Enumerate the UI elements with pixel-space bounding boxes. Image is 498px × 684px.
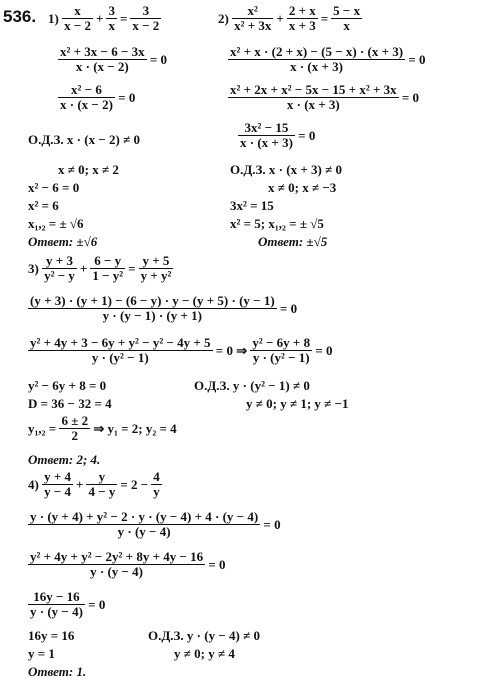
p1-label: 1)	[48, 11, 59, 26]
p1-roots: x₁,₂ = ± √6	[28, 216, 84, 231]
p1-odz: О.Д.З. x · (x − 2) ≠ 0	[28, 132, 140, 147]
p4-line2: y = 1	[28, 646, 55, 661]
p3-fraction: $\frac{6 - y}{\text{1 − y²}}$	[92, 253, 124, 283]
p3-equation	[28, 254, 173, 283]
problem-number: 536.	[3, 7, 37, 26]
p1-equation	[48, 4, 161, 33]
p3-step2: $\frac{\text{y² + 4y + 3 − 6y + y² − y² − 4y + 5}}{\text{y · (y² − 1)}}$ = 0 ⇒ $\frac{\text{y² − 6y + 8}}{\text{y · (y² − 1)}}$ = 0	[30, 335, 333, 365]
p4-fraction: $\frac{y}{4 - y}$	[88, 469, 116, 499]
p2-answer: Ответ: ±√5	[258, 234, 328, 249]
p1-condition: x ≠ 0; x ≠ 2	[58, 162, 119, 177]
p1-step2: $\frac{\text{x² − 6}}{x \cdot (x - 2)}$ = 0	[60, 82, 136, 112]
p2-fraction: $\frac{5 - x}{x}$	[333, 3, 361, 33]
p4-operator: +	[76, 477, 84, 492]
p2-operator: =	[320, 11, 329, 26]
p4-equation	[28, 470, 162, 499]
p2-step1: $\frac{\text{x² + x · (2 + x) − (5 − x) · (x + 3)}}{x \cdot (x + 3)}$ = 0	[230, 44, 426, 74]
p1-fraction: $\frac{3}{x - 2}$	[132, 3, 160, 33]
p2-fraction: $\frac{2 + x}{x + 3}$	[288, 3, 316, 33]
p2-condition: x ≠ 0; x ≠ −3	[268, 180, 337, 195]
p4-eq-body	[42, 469, 162, 499]
p3-answer: Ответ: 2; 4.	[28, 452, 101, 467]
p2-eq-body	[232, 3, 362, 33]
p4-odz: О.Д.З. y · (y − 4) ≠ 0	[148, 628, 260, 643]
p2-label: 2)	[218, 11, 229, 26]
p2-line2: x² = 5; x₁,₂ = ± √5	[230, 216, 324, 231]
p2-step2: $\frac{\text{x² + 2x + x² − 5x − 15 + x² + 3x}}{x \cdot (x + 3)}$ = 0	[230, 82, 420, 112]
p1-answer: Ответ: ±√6	[28, 234, 98, 249]
p3-fraction: $\frac{y + 5}{\text{y + y²}}$	[140, 253, 172, 283]
p3-step1: $\frac{(y + 3) \cdot (y + 1) - (6 - y) \cdot y - (y + 5) \cdot (y - 1)}{y \cdot (y - 1) \cdot (y + 1)}$ = 0	[30, 293, 298, 323]
p4-step2: $\frac{\text{y² + 4y + y² − 2y² + 8y + 4y − 16}}{y \cdot (y - 4)}$ = 0	[30, 549, 226, 579]
p2-fraction: $\frac{\text{x²}}{\text{x² + 3x}}$	[234, 3, 272, 33]
p1-operator: +	[96, 11, 104, 26]
p1-step1: $\frac{\text{x² + 3x − 6 − 3x}}{x \cdot (x - 2)}$ = 0	[60, 44, 168, 74]
p1-fraction: $\frac{x}{x - 2}$	[64, 3, 92, 33]
p1-line1: x² − 6 = 0	[28, 180, 80, 195]
p2-step3: $\frac{\text{3x² − 15}}{x \cdot (x + 3)}$ = 0	[240, 120, 316, 150]
p4-fraction: $\frac{y + 4}{y - 4}$	[44, 469, 72, 499]
p1-fraction: $\frac{3}{x}$	[108, 3, 115, 33]
p1-operator: =	[119, 11, 128, 26]
p3-label: 3)	[28, 261, 39, 276]
p4-label: 4)	[28, 477, 39, 492]
p3-odz: О.Д.З. y · (y² − 1) ≠ 0	[194, 378, 310, 393]
p3-condition: y ≠ 0; y ≠ 1; y ≠ −1	[246, 396, 349, 411]
p4-step3: $\frac{16y - 16}{y \cdot (y - 4)}$ = 0	[30, 589, 106, 619]
p3-operator: =	[128, 261, 136, 276]
p4-step1: $\frac{\text{y · (y + 4) + y² − 2 · y · (y − 4) + 4 · (y − 4)}}{y \cdot (y - 4)}$ = 0	[30, 509, 281, 539]
p4-answer: Ответ: 1.	[28, 664, 87, 679]
p4-condition: y ≠ 0; y ≠ 4	[174, 646, 235, 661]
p2-line1: 3x² = 15	[230, 198, 274, 213]
p3-roots: y₁,₂ = $\frac{6 \pm 2}{2}$ ⇒ y₁ = 2; y₂ = 4	[28, 413, 177, 443]
p3-discriminant: D = 36 − 32 = 4	[28, 396, 112, 411]
p2-equation	[218, 4, 362, 33]
p3-line1: y² − 6y + 8 = 0	[28, 378, 107, 393]
p4-line1: 16y = 16	[28, 628, 75, 643]
p4-operator: = 2 −	[120, 477, 149, 492]
p4-fraction: $\frac{4}{y}$	[153, 469, 160, 499]
p3-eq-body	[42, 253, 173, 283]
p1-line2: x² = 6	[28, 198, 59, 213]
p1-eq-body	[62, 3, 161, 33]
p3-fraction: $\frac{y + 3}{\text{y² − y}}$	[44, 253, 75, 283]
p3-operator: +	[79, 261, 88, 276]
p2-odz: О.Д.З. x · (x + 3) ≠ 0	[230, 162, 342, 177]
p2-operator: +	[276, 11, 284, 26]
